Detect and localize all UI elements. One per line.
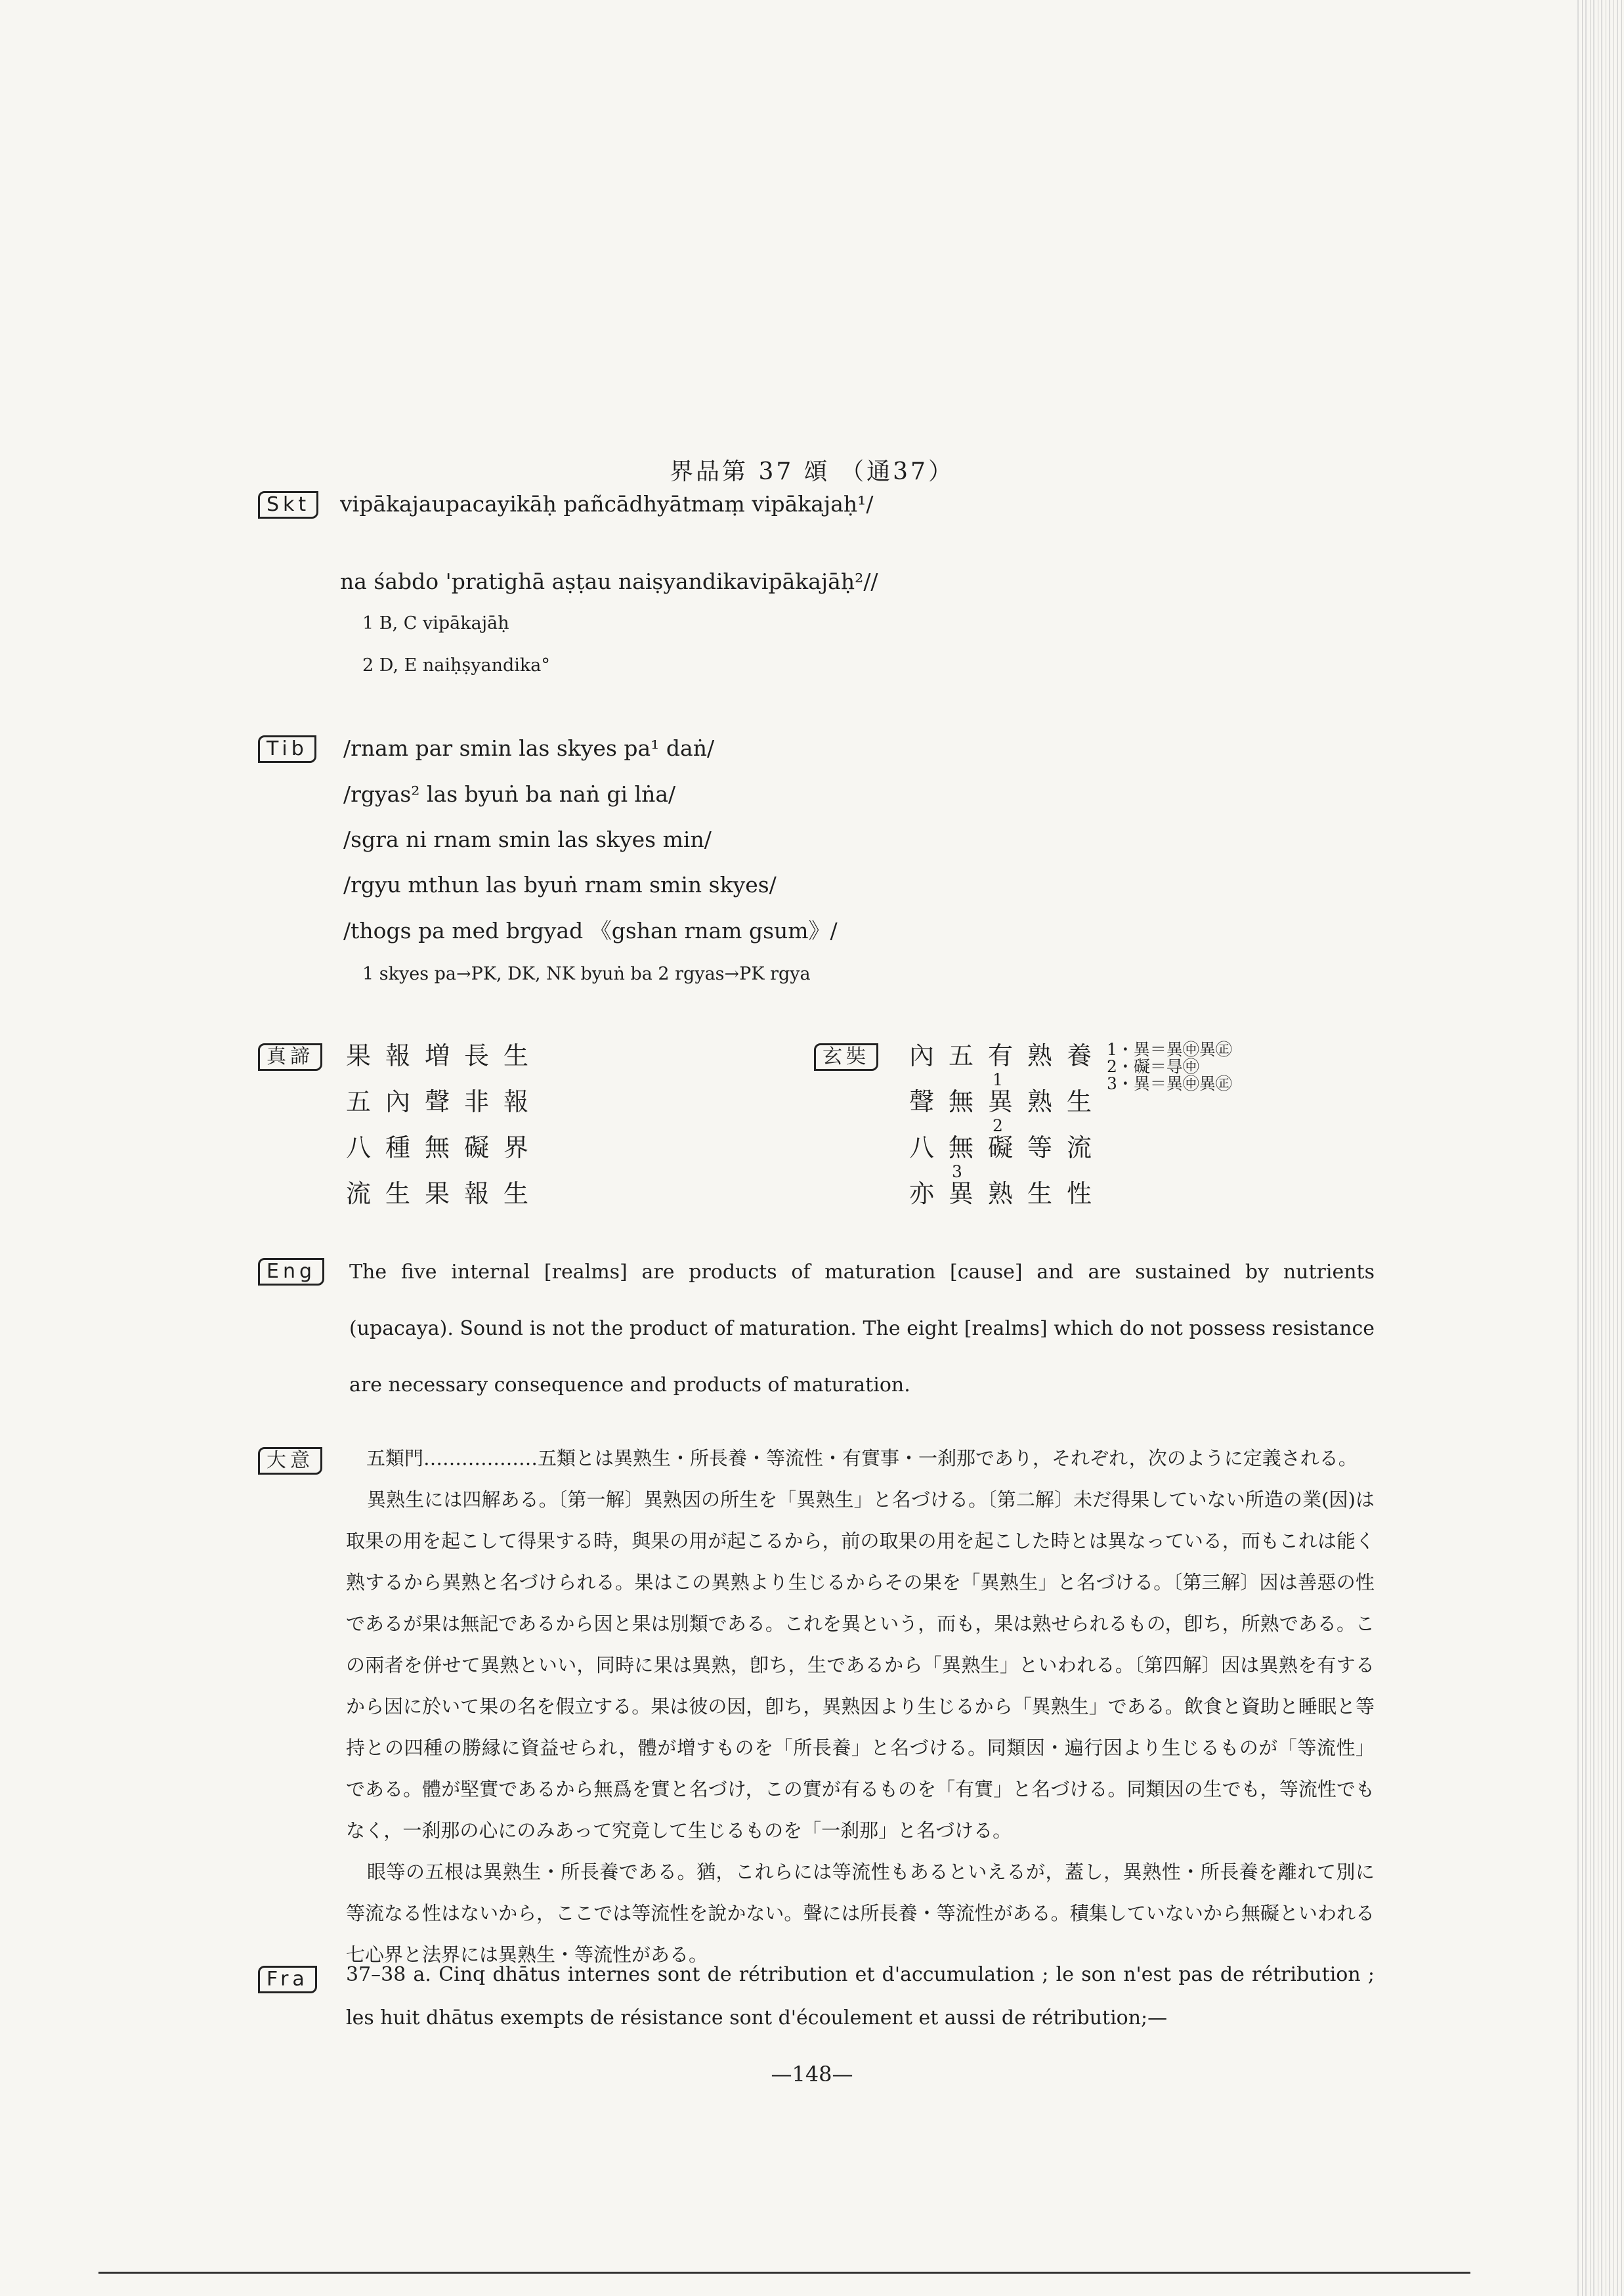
xuanzang-superscript-1: 1 xyxy=(993,1070,1003,1089)
xuanzang-note-2: 2・礙＝㝵㊥ xyxy=(1107,1057,1199,1076)
fra-text xyxy=(346,1953,1375,2040)
taiyo-paragraph-1 xyxy=(366,1438,1375,1479)
taiyo-paragraph: 異熟生には四解ある。〔第一解〕異熟因の所生を「異熟生」と名づける。〔第二解〕未だ得果していない所造の業(因)は取果の用を起こして得果する時，與果の用が起こるから，前の取果の用を起こした時とは異なっている，而もこれは能く熟するから異熟と名づけられる。果はこの異熟より生じるからその果を「異熟生」と名づける。〔第三解〕因は善惡の性であるが果は無記であるから因と果は別類である。これを異という，而も，果は熟せられるもの，卽ち，所熟である。この兩者を併せて異熟といい，同時に果は異熟，卽ち，生であるから「異熟生」といわれる。〔第四解〕因は異熟を有するから因に於いて果の名を假立する。果は彼の因，卽ち，異熟因より生じるから「異熟生」である。飲食と資助と睡眠と等持との四種の勝縁に資益せられ，體が增すものを「所長養」と名づける。同類因・遍行因より生じるものが「等流性」である。體が堅實であるから無爲を實と名づけ，この實が有るものを「有實」と名づける。同類因の生でも，等流性でもなく，一刹那の心にのみあって究竟して生じるものを「一刹那」と名づける。 xyxy=(346,1488,1375,1842)
section-tag-taiyo: 大意 xyxy=(258,1447,322,1475)
section-tag-skt: Skt xyxy=(258,491,318,519)
eng-paragraph: The five internal [realms] are products of maturation [cause] and are sustained by nutrients (upacaya). Sound is not the product of maturation. The eight [realms] which do not possess resistance are necessary consequence and products of maturation. xyxy=(349,1261,1375,1397)
skt-line-1: vipākajaupacayikāḥ pañcādhyātmaṃ vipākajaḥ¹/ xyxy=(340,491,874,517)
xuanzang-line-3: 八無礙等流 xyxy=(909,1133,1107,1162)
paramartha-line-4: 流生果報生 xyxy=(346,1179,544,1208)
tib-line-1: /rnam par smin las skyes pa¹ daṅ/ xyxy=(343,735,715,761)
xuanzang-superscript-2: 2 xyxy=(993,1116,1003,1135)
eng-text xyxy=(349,1244,1375,1414)
tib-line-2: /rgyas² las byuṅ ba naṅ gi lṅa/ xyxy=(343,781,676,807)
skt-note-1: 1 B, C vipākajāḥ xyxy=(362,613,509,634)
xuanzang-superscript-3: 3 xyxy=(952,1162,962,1181)
tib-line-3: /sgra ni rnam smin las skyes min/ xyxy=(343,827,712,852)
xuanzang-note-1: 1・異＝異㊥異㊣ xyxy=(1107,1040,1232,1059)
tib-note: 1 skyes pa→PK, DK, NK byuṅ ba 2 rgyas→PK rgya xyxy=(362,964,811,984)
bottom-rule xyxy=(98,2272,1470,2274)
taiyo-paragraph: 眼等の五根は異熟生・所長養である。猶，これらには等流性もあるといえるが，蓋し，異熟性・所長養を離れて別に等流なる性はないから，ここでは等流性を說かない。聲には所長養・等流性がある。積集していないから無礙といわれる七心界と法界には異熟生・等流性がある。 xyxy=(346,1861,1375,1966)
skt-note-2: 2 D, E naiḥṣyandika° xyxy=(362,655,550,676)
xuanzang-note-3: 3・異＝異㊥異㊣ xyxy=(1107,1074,1232,1093)
tib-line-4: /rgyu mthun las byuṅ rnam smin skyes/ xyxy=(343,872,777,898)
xuanzang-line-1: 內五有熟養 xyxy=(909,1041,1107,1070)
taiyo-paragraph-2 xyxy=(346,1479,1375,1852)
section-tag-tib: Tib xyxy=(258,735,316,763)
section-tag-xuanzang: 玄奘 xyxy=(814,1043,878,1071)
fra-number: 37–38 a. xyxy=(346,1963,431,1986)
fra-paragraph: Cinq dhātus internes sont de rétribution et d'accumulation ; le son n'est pas de rétribution ; les huit dhātus exempts de résistance sont d'écoulement et aussi de rétribution;— xyxy=(346,1963,1375,2029)
xuanzang-line-4: 亦異熟生性 xyxy=(909,1179,1107,1208)
section-tag-paramartha: 真諦 xyxy=(258,1043,322,1071)
paramartha-line-1: 果報増長生 xyxy=(346,1041,544,1070)
paramartha-line-2: 五內聲非報 xyxy=(346,1087,544,1116)
section-tag-eng: Eng xyxy=(258,1258,324,1286)
xuanzang-line-2: 聲無異熟生 xyxy=(909,1087,1107,1116)
paramartha-line-3: 八種無礙界 xyxy=(346,1133,544,1162)
section-tag-fra: Fra xyxy=(258,1966,317,1993)
tib-line-5: /thogs pa med brgyad 《gshan rnam gsum》/ xyxy=(343,918,838,943)
scan-edge xyxy=(1575,0,1624,2296)
taiyo-paragraph: 五類門………………五類とは異熟生・所長養・等流性・有實事・一刹那であり，それぞれ，次のように定義される。 xyxy=(366,1447,1357,1469)
page-number: —148— xyxy=(771,2062,853,2087)
page-title: 界品第 37 頌 （通37） xyxy=(670,458,954,485)
skt-line-2: na śabdo 'pratighā aṣṭau naiṣyandikavipākajāḥ²// xyxy=(340,569,878,594)
